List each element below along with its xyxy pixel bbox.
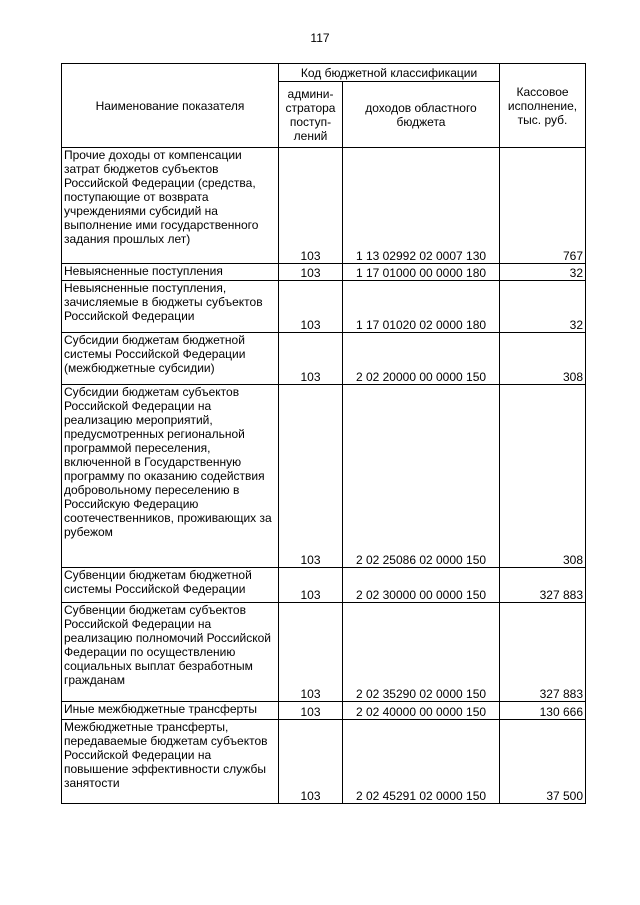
row-name: Прочие доходы от компенсации затрат бюджетов субъектов Российской Федерации (средства, поступающие от возврата учреждениями субсидий на выполнение ими государственного задания прошлых лет)	[62, 148, 279, 264]
row-amount: 37 500	[500, 720, 586, 804]
header-indicator: Наименование показателя	[62, 64, 279, 148]
header-administrator: админи-стратора поступ-лений	[279, 82, 343, 148]
row-admin: 103	[279, 702, 343, 720]
budget-table	[61, 63, 586, 804]
row-name: Иные межбюджетные трансферты	[62, 702, 279, 720]
row-amount: 130 666	[500, 702, 586, 720]
page-number: 117	[310, 31, 330, 45]
row-code: 2 02 20000 00 0000 150	[343, 333, 500, 385]
header-revenue: доходов областного бюджета	[343, 82, 500, 148]
table-row	[62, 568, 586, 603]
row-amount: 327 883	[500, 603, 586, 702]
row-name: Невыясненные поступления	[62, 264, 279, 281]
row-amount: 308	[500, 385, 586, 568]
row-amount: 767	[500, 148, 586, 264]
row-admin: 103	[279, 385, 343, 568]
row-admin: 103	[279, 148, 343, 264]
table-row	[62, 702, 586, 720]
row-admin: 103	[279, 264, 343, 281]
row-name: Субсидии бюджетам бюджетной системы Российской Федерации (межбюджетные субсидии)	[62, 333, 279, 385]
row-name: Невыясненные поступления, зачисляемые в бюджеты субъектов Российской Федерации	[62, 281, 279, 333]
row-code: 1 17 01020 02 0000 180	[343, 281, 500, 333]
table-row	[62, 720, 586, 804]
header-code-group: Код бюджетной классификации	[279, 64, 500, 82]
header-execution: Кассовое исполнение, тыс. руб.	[500, 64, 586, 148]
row-amount: 308	[500, 333, 586, 385]
row-name: Межбюджетные трансферты, передаваемые бюджетам субъектов Российской Федерации на повышение эффективности службы занятости	[62, 720, 279, 804]
row-name: Субвенции бюджетам субъектов Российской Федерации на реализацию полномочий Российской Федерации по осуществлению социальных выплат безработным гражданам	[62, 603, 279, 702]
row-amount: 32	[500, 264, 586, 281]
row-code: 2 02 30000 00 0000 150	[343, 568, 500, 603]
table-row	[62, 148, 586, 264]
row-code: 2 02 25086 02 0000 150	[343, 385, 500, 568]
row-code: 2 02 40000 00 0000 150	[343, 702, 500, 720]
table-row	[62, 333, 586, 385]
row-admin: 103	[279, 333, 343, 385]
row-code: 1 13 02992 02 0007 130	[343, 148, 500, 264]
row-name: Субвенции бюджетам бюджетной системы Российской Федерации	[62, 568, 279, 603]
row-admin: 103	[279, 281, 343, 333]
row-admin: 103	[279, 568, 343, 603]
row-amount: 327 883	[500, 568, 586, 603]
table-row	[62, 264, 586, 281]
row-admin: 103	[279, 720, 343, 804]
table-row	[62, 281, 586, 333]
row-admin: 103	[279, 603, 343, 702]
row-code: 1 17 01000 00 0000 180	[343, 264, 500, 281]
row-name: Субсидии бюджетам субъектов Российской Федерации на реализацию мероприятий, предусмотренных региональной программой переселения, включенной в Государственную программу по оказанию содействия добровольному переселению в Российскую Федерацию соотечественников, проживающих за рубежом	[62, 385, 279, 568]
table-row	[62, 385, 586, 568]
row-amount: 32	[500, 281, 586, 333]
row-code: 2 02 35290 02 0000 150	[343, 603, 500, 702]
table-row	[62, 603, 586, 702]
row-code: 2 02 45291 02 0000 150	[343, 720, 500, 804]
